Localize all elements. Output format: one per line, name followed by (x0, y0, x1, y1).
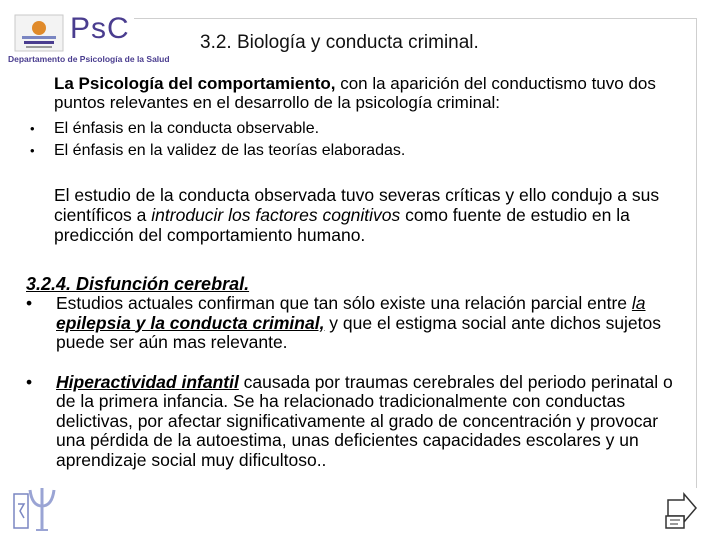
para-text: El estudio de la conducta observada tuvo severas críticas y ello condujo a sus científicos a (54, 185, 660, 225)
header-divider (134, 18, 697, 19)
list-item (26, 294, 691, 353)
bullet-text-part: la (631, 293, 646, 313)
cognitive-paragraph (54, 185, 694, 245)
point-text: El énfasis en la validez de las teorías elaboradas. (54, 142, 406, 159)
bullet-text-part: y que el estigma social ante dichos sujetos puede ser aún mas relevante. (56, 312, 662, 352)
points-list (30, 118, 405, 162)
para-text: como fuente de estudio en la predicción del comportamiento humano. (54, 205, 630, 245)
bullet-emphasis: epilepsia y la conducta criminal, (56, 312, 325, 333)
right-divider (696, 18, 697, 488)
bullet-icon: • (26, 371, 33, 392)
psc-logo (6, 8, 170, 68)
bullet-text (56, 294, 691, 353)
psc-logo-icon (14, 14, 64, 52)
logo-subtitle: Departamento de Psicología de la Salud (8, 54, 170, 64)
list-item (30, 118, 405, 140)
bullet-icon: • (26, 293, 33, 313)
para-italic: introducir los factores cognitivos (151, 205, 401, 225)
bullet-icon: • (30, 143, 35, 158)
psi-symbol-icon (10, 484, 60, 532)
intro-paragraph (54, 74, 694, 112)
bullet-text (56, 373, 691, 471)
list-item (26, 373, 691, 471)
bullet-text-part: causada por traumas cerebrales del periodo perinatal o de la primera infancia. Se ha relacionado tradicionalmente con conductas delictivas, por afectar significativamente al grado de concentración y provocar una pérdida de la autoestima, unas deficientes capacidades escolares y un aprendizaje social muy dificultoso.. (56, 371, 673, 470)
bullet-emphasis: Hiperactividad infantil (56, 371, 239, 392)
bullet-text-part: Estudios actuales confirman que tan sólo existe una relación parcial entre (56, 293, 632, 313)
section-heading: 3.2.4. Disfunción cerebral. (26, 274, 250, 294)
point-text: El énfasis en la conducta observable. (54, 120, 320, 137)
next-arrow-icon[interactable] (662, 492, 698, 530)
intro-text: con la aparición del conductismo tuvo dos puntos relevantes en el desarrollo de la psicología criminal: (54, 74, 656, 112)
section-bullets (26, 294, 691, 490)
bullet-icon: • (30, 121, 35, 136)
slide-title: 3.2. Biología y conducta criminal. (200, 32, 479, 53)
intro-bold: La Psicología del comportamiento, (54, 74, 336, 93)
list-item (30, 140, 405, 162)
logo-wordmark: PsC (70, 12, 130, 45)
